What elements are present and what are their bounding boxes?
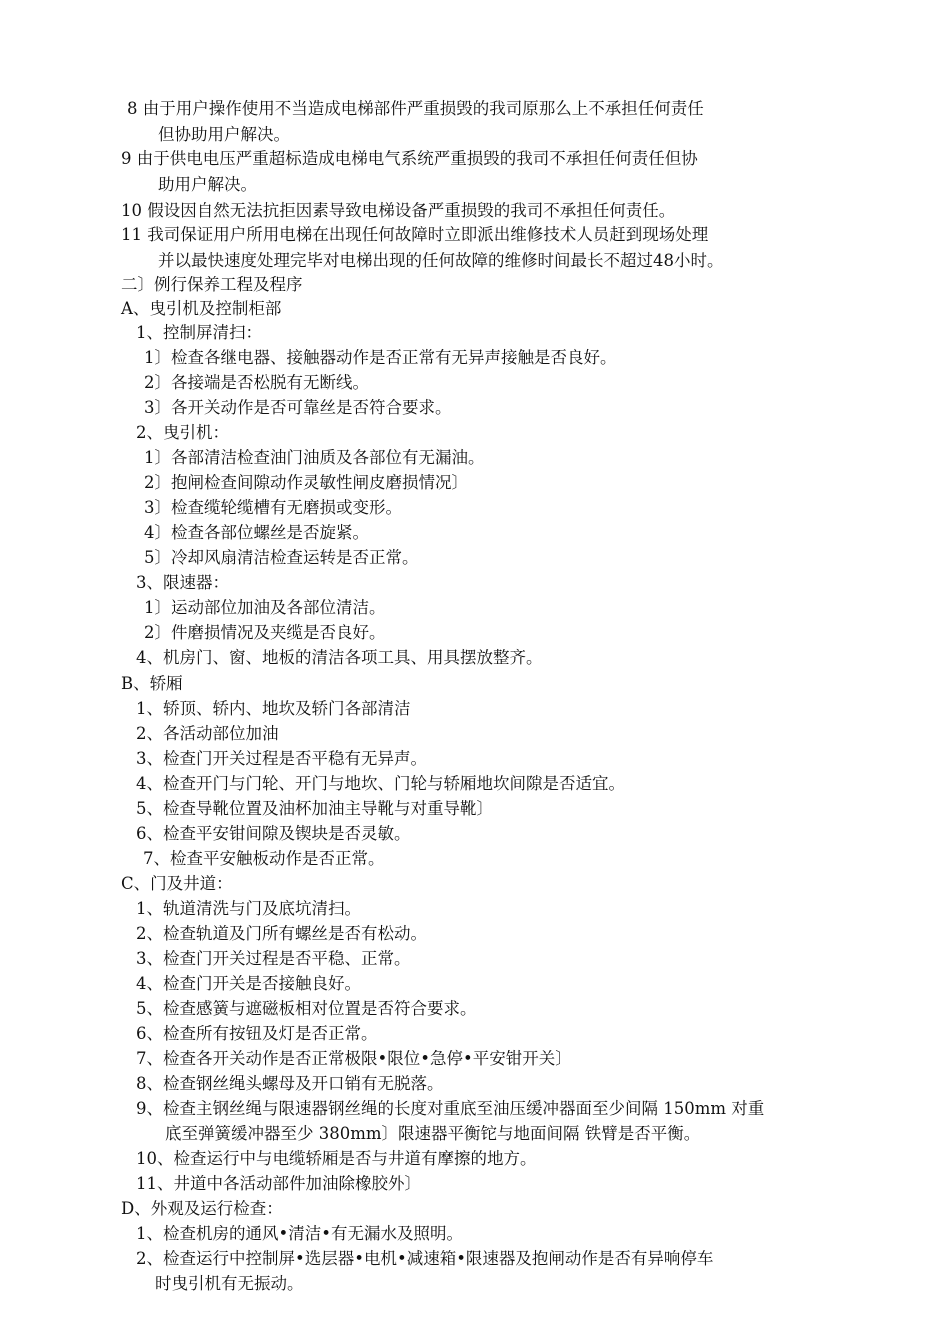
- text-line: 助用户解决。: [158, 175, 257, 194]
- text-line: 1〕检查各继电器、接触器动作是否正常有无异声接触是否良好。: [144, 348, 617, 367]
- text-line: 并以最快速度处理完毕对电梯出现的任何故障的维修时间最长不超过48小时。: [158, 251, 724, 270]
- text-line: 1、轨道清洗与门及底坑清扫。: [136, 899, 361, 918]
- text-line: 底至弹簧缓冲器至少 380mm〕限速器平衡铊与地面间隔 铁臂是否平衡。: [165, 1124, 701, 1143]
- text-line: 8 由于用户操作使用不当造成电梯部件严重损毁的我司原那么上不承担任何责任: [127, 99, 704, 118]
- text-line: 6、检查平安钳间隙及锲块是否灵敏。: [136, 824, 411, 843]
- text-line: 2〕各接端是否松脱有无断线。: [144, 373, 369, 392]
- text-line: 时曳引机有无振动。: [155, 1274, 304, 1293]
- text-line: 4、检查开门与门轮、开门与地坎、门轮与轿厢地坎间隙是否适宜。: [136, 774, 625, 793]
- text-line: 2〕件磨损情况及夹缆是否良好。: [144, 623, 386, 642]
- text-line: 11、井道中各活动部件加油除橡胶外〕: [136, 1174, 421, 1193]
- text-line: 5〕冷却风扇清洁检查运转是否正常。: [144, 548, 419, 567]
- text-line: 2、检查轨道及门所有螺丝是否有松动。: [136, 924, 427, 943]
- text-line: D、外观及运行检查：: [121, 1199, 283, 1218]
- text-line: 3、限速器：: [136, 573, 229, 592]
- text-line: 10、检查运行中与电缆轿厢是否与井道有摩擦的地方。: [136, 1149, 537, 1168]
- text-line: 2、检查运行中控制屏•选层器•电机•减速箱•限速器及抱闸动作是否有异响停车: [136, 1249, 714, 1268]
- text-line: 3〕各开关动作是否可靠丝是否符合要求。: [144, 398, 452, 417]
- text-line: 11 我司保证用户所用电梯在出现任何故障时立即派出维修技术人员赶到现场处理: [121, 225, 709, 244]
- text-line: 4、检查门开关是否接触良好。: [136, 974, 361, 993]
- text-line: 1〕运动部位加油及各部位清洁。: [144, 598, 386, 617]
- text-line: 5、检查感簧与遮磁板相对位置是否符合要求。: [136, 999, 477, 1018]
- text-line: 7、检查平安触板动作是否正常。: [143, 849, 385, 868]
- text-line: 3、检查门开关过程是否平稳、正常。: [136, 949, 411, 968]
- text-line: B、轿厢: [121, 674, 183, 693]
- text-line: 9、检查主钢丝绳与限速器钢丝绳的长度对重底至油压缓冲器面至少间隔 150mm 对重: [136, 1099, 765, 1118]
- text-line: 3〕检查缆轮缆槽有无磨损或变形。: [144, 498, 402, 517]
- text-line: 但协助用户解决。: [158, 125, 290, 144]
- text-line: 4〕检查各部位螺丝是否旋紧。: [144, 523, 369, 542]
- text-line: 6、检查所有按钮及灯是否正常。: [136, 1024, 378, 1043]
- text-line: 1〕各部清洁检查油门油质及各部位有无漏油。: [144, 448, 485, 467]
- text-line: 1、检查机房的通风•清洁•有无漏水及照明。: [136, 1224, 463, 1243]
- text-line: 1、控制屏清扫：: [136, 323, 262, 342]
- text-line: 3、检查门开关过程是否平稳有无异声。: [136, 749, 427, 768]
- text-line: 5、检查导靴位置及油杯加油主导靴与对重导靴〕: [136, 799, 493, 818]
- text-line: 9 由于供电电压严重超标造成电梯电气系统严重损毁的我司不承担任何责任但协: [121, 149, 698, 168]
- text-line: 4、机房门、窗、地板的清洁各项工具、用具摆放整齐。: [136, 648, 543, 667]
- text-line: 8、检查钢丝绳头螺母及开口销有无脱落。: [136, 1074, 444, 1093]
- text-line: A、曳引机及控制柜部: [121, 299, 282, 318]
- text-line: 7、检查各开关动作是否正常极限•限位•急停•平安钳开关〕: [136, 1049, 572, 1068]
- text-line: 2、曳引机：: [136, 423, 229, 442]
- text-line: 10 假设因自然无法抗拒因素导致电梯设备严重损毁的我司不承担任何责任。: [121, 201, 676, 220]
- text-line: C、门及井道：: [121, 874, 233, 893]
- text-line: 1、轿顶、轿内、地坎及轿门各部清洁: [136, 699, 411, 718]
- text-line: 二〕例行保养工程及程序: [121, 275, 303, 294]
- text-line: 2〕抱闸检查间隙动作灵敏性闸皮磨损情况〕: [144, 473, 468, 492]
- text-line: 2、各活动部位加油: [136, 724, 279, 743]
